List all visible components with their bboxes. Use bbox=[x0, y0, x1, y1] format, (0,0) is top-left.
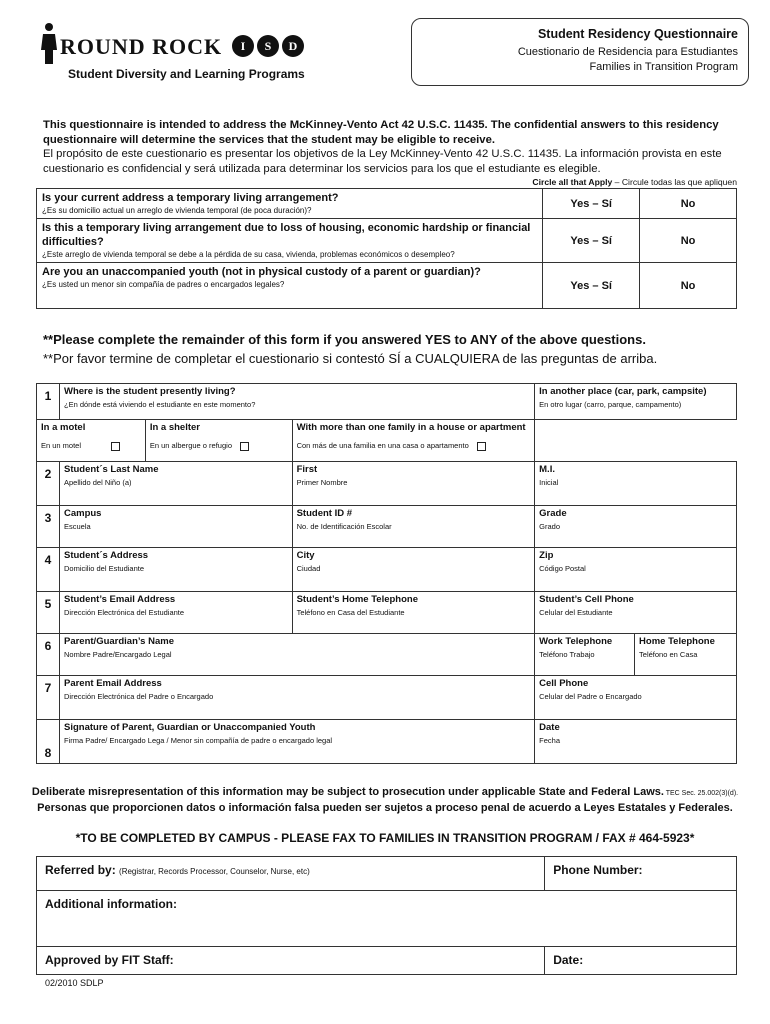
motel-checkbox[interactable] bbox=[111, 442, 120, 451]
field-label: Work Telephone bbox=[539, 636, 613, 647]
title-box bbox=[411, 18, 749, 86]
referred-by-options: (Registrar, Records Processor, Counselor, Nurse, etc) bbox=[119, 867, 310, 876]
field-label: In another place (car, park, campsite) bbox=[539, 386, 707, 397]
parent-email-field[interactable] bbox=[59, 676, 534, 720]
approval-row bbox=[37, 947, 737, 975]
legal-warning bbox=[0, 785, 770, 816]
field-label: Date bbox=[539, 722, 560, 733]
field-label: Parent Email Address bbox=[63, 678, 162, 689]
district-logo-letters bbox=[232, 35, 304, 57]
field-label: In a shelter bbox=[149, 422, 201, 433]
logo-letter: S bbox=[257, 35, 279, 57]
field-label-spanish: Dirección Electrónica del Padre o Encargado bbox=[63, 692, 214, 701]
question-row bbox=[37, 219, 737, 263]
field-label-spanish: En un albergue o refugio bbox=[150, 440, 288, 451]
another-place-option[interactable] bbox=[535, 384, 737, 420]
field-label-spanish: Dirección Electrónica del Estudiante bbox=[63, 608, 185, 617]
form-row-4 bbox=[37, 548, 737, 592]
field-label: Student’s Home Telephone bbox=[296, 594, 418, 605]
answer-no-option[interactable]: No bbox=[640, 219, 737, 263]
logo-letter: I bbox=[232, 35, 254, 57]
field-label-spanish: Teléfono en Casa del Estudiante bbox=[296, 608, 405, 617]
form-title: Student Residency Questionnaire bbox=[537, 27, 738, 41]
form-row-2 bbox=[37, 462, 737, 506]
signature-date-field[interactable] bbox=[535, 720, 737, 764]
student-email-field[interactable] bbox=[59, 592, 292, 634]
field-label: Grade bbox=[539, 508, 567, 519]
field-label: City bbox=[296, 550, 315, 561]
field-label: Referred by: bbox=[45, 863, 116, 877]
field-label-spanish: Fecha bbox=[539, 736, 560, 745]
legal-warning-english: Deliberate misrepresentation of this information may be subject to prosecution under applicable State and Federal Laws. TEC Sec. 25.002(3)(d). bbox=[31, 786, 739, 798]
intro-spanish: El propósito de este cuestionario es presentar los objetivos de la Ley McKinney-Vento 42 U.S.C. 11435. La información provista en este cuestionario es confidencial y será utilizada para determinar los servicios para los que el estudiante es elegible. bbox=[43, 148, 722, 175]
tec-reference: TEC Sec. 25.002(3)(d). bbox=[663, 790, 739, 797]
field-label: Parent/Guardian’s Name bbox=[63, 636, 174, 647]
question-cell bbox=[37, 219, 543, 263]
student-id-field[interactable] bbox=[292, 506, 535, 548]
shelter-option[interactable] bbox=[145, 420, 292, 462]
field-label-spanish: Teléfono en Casa bbox=[639, 650, 698, 659]
motel-option[interactable] bbox=[37, 420, 146, 462]
row-number: 7 bbox=[37, 676, 60, 720]
question-english: Is this a temporary living arrangement due to loss of housing, economic hardship or financial difficulties? bbox=[42, 222, 531, 248]
field-label: Approved by FIT Staff: bbox=[45, 953, 174, 967]
answer-no-option[interactable]: No bbox=[640, 189, 737, 219]
row-number: 8 bbox=[37, 720, 60, 764]
district-logo-name: ROUND ROCK bbox=[60, 34, 223, 59]
circle-instruction bbox=[532, 177, 737, 187]
field-label-spanish: Grado bbox=[539, 522, 560, 531]
question-row bbox=[37, 263, 737, 309]
middle-initial-field[interactable] bbox=[535, 462, 737, 506]
remainder-spanish: **Por favor termine de completar el cuestionario si contestó SÍ a CUALQUIERA de las preguntas de arriba. bbox=[43, 351, 658, 366]
student-address-field[interactable] bbox=[59, 548, 292, 592]
question-row bbox=[37, 189, 737, 219]
field-label: Student´s Address bbox=[63, 550, 149, 561]
field-label-spanish: Firma Padre/ Encargado Lega / Menor sin compañía de padre o encargado legal bbox=[63, 736, 333, 745]
campus-use-table bbox=[36, 856, 737, 975]
grade-field[interactable] bbox=[535, 506, 737, 548]
field-label: Phone Number: bbox=[553, 863, 643, 877]
field-label: Signature of Parent, Guardian or Unaccompanied Youth bbox=[63, 722, 316, 733]
guardian-name-field[interactable] bbox=[59, 634, 534, 676]
field-label-spanish: Apellido del Niño (a) bbox=[63, 478, 132, 487]
question-spanish: ¿Este arreglo de vivienda temporal se debe a la pérdida de su casa, vivienda, problemas económicos o desempleo? bbox=[42, 250, 455, 259]
department-name: Student Diversity and Learning Programs bbox=[68, 67, 305, 81]
field-label: Cell Phone bbox=[539, 678, 589, 689]
multiple-family-option[interactable] bbox=[292, 420, 535, 462]
additional-info-row bbox=[37, 891, 737, 947]
first-name-field[interactable] bbox=[292, 462, 535, 506]
field-label-spanish: No. de Identificación Escolar bbox=[296, 522, 392, 531]
field-label: Campus bbox=[63, 508, 102, 519]
row-number: 5 bbox=[37, 592, 60, 634]
field-label-spanish: Celular del Estudiante bbox=[539, 608, 613, 617]
form-row-8 bbox=[37, 720, 737, 764]
approved-by-field[interactable] bbox=[37, 947, 545, 975]
form-row-1-options bbox=[37, 420, 737, 462]
field-label-spanish: Domicilio del Estudiante bbox=[63, 564, 145, 573]
parent-cell-phone-field[interactable] bbox=[535, 676, 737, 720]
row-number: 6 bbox=[37, 634, 60, 676]
form-row-3 bbox=[37, 506, 737, 548]
question-spanish: ¿Es usted un menor sin compañía de padres o encargados legales? bbox=[42, 280, 285, 289]
work-telephone-field[interactable] bbox=[535, 634, 635, 676]
form-row-7 bbox=[37, 676, 737, 720]
question-cell bbox=[37, 189, 543, 219]
remainder-english: **Please complete the remainder of this form if you answered YES to ANY of the above questions. bbox=[43, 332, 646, 347]
form-row-1 bbox=[37, 384, 737, 420]
signature-field[interactable] bbox=[59, 720, 534, 764]
answer-yes-option[interactable]: Yes – Sí bbox=[543, 219, 640, 263]
referral-row bbox=[37, 857, 737, 891]
field-label: First bbox=[296, 464, 318, 475]
field-label: Home Telephone bbox=[639, 636, 715, 647]
district-logo-figure-icon bbox=[40, 22, 58, 64]
field-label: In a motel bbox=[41, 422, 86, 433]
field-label: Student´s Last Name bbox=[63, 464, 159, 475]
intro-english: This questionnaire is intended to address the McKinney-Vento Act 42 U.S.C. 11435. The confidential answers to this residency questionnaire will determine the services that the student may be eligible to receive. bbox=[43, 119, 719, 146]
field-label-spanish: ¿En dónde está viviendo el estudiante en este momento? bbox=[63, 400, 256, 409]
row-number: 3 bbox=[37, 506, 60, 548]
form-row-6 bbox=[37, 634, 737, 676]
circle-instruction-rest: – Circule todas las que apliquen bbox=[612, 177, 737, 187]
row-number: 2 bbox=[37, 462, 60, 506]
field-label: M.I. bbox=[539, 464, 555, 475]
row-number: 1 bbox=[37, 384, 60, 420]
form-version: 02/2010 SDLP bbox=[45, 978, 104, 988]
remainder-notice bbox=[43, 330, 657, 368]
field-label: Student’s Email Address bbox=[63, 594, 176, 605]
student-home-phone-field[interactable] bbox=[292, 592, 535, 634]
field-label: Where is the student presently living? bbox=[63, 386, 236, 397]
last-name-field[interactable] bbox=[59, 462, 292, 506]
additional-info-field[interactable] bbox=[37, 891, 737, 947]
form-row-5 bbox=[37, 592, 737, 634]
field-label: Student’s Cell Phone bbox=[539, 594, 634, 605]
field-label-spanish: Con más de una familia en una casa o apartamento bbox=[297, 440, 531, 451]
field-label: Additional information: bbox=[45, 897, 177, 911]
logo-letter: D bbox=[282, 35, 304, 57]
field-label-spanish: Inicial bbox=[539, 478, 559, 487]
residency-questions-table bbox=[36, 188, 737, 309]
phone-number-field[interactable] bbox=[545, 857, 737, 891]
field-label-spanish: En otro lugar (carro, parque, campamento) bbox=[539, 400, 682, 409]
answer-no-option[interactable]: No bbox=[640, 263, 737, 309]
field-label: Date: bbox=[553, 953, 584, 967]
legal-warning-spanish: Personas que proporcionen datos o información falsa pueden ser sujetos a proceso penal de acuerdo a Leyes Estatales y Federales. bbox=[37, 802, 733, 814]
field-label-spanish: En un motel bbox=[41, 440, 141, 451]
referred-by-field[interactable] bbox=[37, 857, 545, 891]
home-telephone-field[interactable] bbox=[635, 634, 737, 676]
student-cell-phone-field[interactable] bbox=[535, 592, 737, 634]
question-cell bbox=[37, 263, 543, 309]
field-label: Zip bbox=[539, 550, 554, 561]
field-label-spanish: Celular del Padre o Encargado bbox=[539, 692, 642, 701]
shelter-checkbox[interactable] bbox=[240, 442, 249, 451]
campus-instruction: *TO BE COMPLETED BY CAMPUS - PLEASE FAX TO FAMILIES IN TRANSITION PROGRAM / FAX # 464-5923* bbox=[75, 831, 695, 845]
approval-date-field[interactable] bbox=[545, 947, 737, 975]
field-label-spanish: Código Postal bbox=[539, 564, 586, 573]
row-number: 4 bbox=[37, 548, 60, 592]
field-label-spanish: Primer Nombre bbox=[296, 478, 348, 487]
question-spanish: ¿Es su domicilio actual un arreglo de vivienda temporal (de poca duración)? bbox=[42, 206, 312, 215]
question-english: Is your current address a temporary living arrangement? bbox=[42, 192, 339, 204]
answer-yes-option[interactable]: Yes – Sí bbox=[543, 189, 640, 219]
multiple-family-checkbox[interactable] bbox=[477, 442, 486, 451]
question-english: Are you an unaccompanied youth (not in physical custody of a parent or guardian)? bbox=[42, 266, 481, 278]
circle-instruction-bold: Circle all that Apply bbox=[532, 177, 613, 187]
program-name: Families in Transition Program bbox=[589, 61, 738, 73]
field-label-spanish: Escuela bbox=[63, 522, 91, 531]
field-label: With more than one family in a house or apartment bbox=[296, 422, 526, 433]
field-label-spanish: Teléfono Trabajo bbox=[539, 650, 595, 659]
answer-yes-option[interactable]: Yes – Sí bbox=[543, 263, 640, 309]
intro-paragraph bbox=[43, 118, 743, 176]
field-label-spanish: Ciudad bbox=[296, 564, 321, 573]
empty-cell bbox=[535, 420, 737, 462]
campus-field[interactable] bbox=[59, 506, 292, 548]
form-title-spanish: Cuestionario de Residencia para Estudiantes bbox=[517, 46, 738, 58]
living-location-question bbox=[59, 384, 534, 420]
field-label-spanish: Nombre Padre/Encargado Legal bbox=[63, 650, 172, 659]
student-info-form bbox=[36, 383, 737, 764]
zip-field[interactable] bbox=[535, 548, 737, 592]
city-field[interactable] bbox=[292, 548, 535, 592]
field-label: Student ID # bbox=[296, 508, 353, 519]
